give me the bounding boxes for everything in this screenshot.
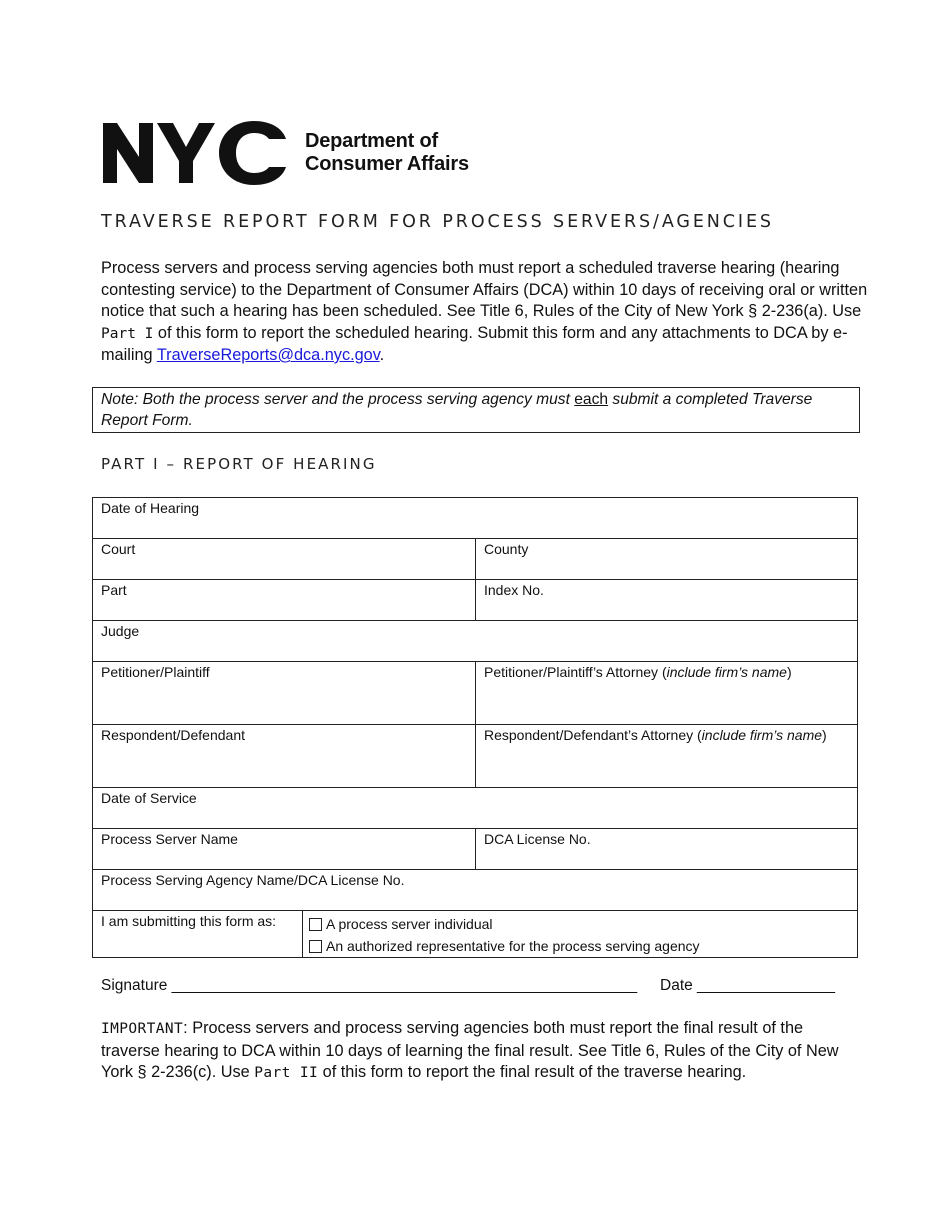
- option-agency-label: An authorized representative for the process serving agency: [326, 938, 700, 954]
- submitting-as-options: [303, 911, 857, 957]
- submitting-as-label: I am submitting this form as:: [101, 913, 277, 929]
- email-link[interactable]: TraverseReports@dca.nyc.gov: [156, 346, 380, 364]
- court-field[interactable]: [93, 539, 476, 579]
- date-of-hearing-field[interactable]: [93, 498, 857, 538]
- note-emphasis: each: [574, 391, 609, 408]
- petitioner-label: Petitioner/Plaintiff: [101, 664, 210, 680]
- intro-paragraph: [101, 258, 871, 367]
- important-label: IMPORTANT: [101, 1021, 184, 1037]
- process-server-name-label: Process Server Name: [101, 831, 238, 847]
- respondent-label: Respondent/Defendant: [101, 727, 245, 743]
- intro-text-c: .: [379, 346, 385, 364]
- part-label: Part: [101, 582, 127, 598]
- form-row-date-of-service: [92, 787, 858, 828]
- signature-line[interactable]: Signature ______________________________________________________: [101, 977, 638, 994]
- form-row-process-server: [92, 828, 858, 869]
- intro-part-ref: Part I: [101, 325, 154, 342]
- respondent-field[interactable]: [93, 725, 476, 787]
- petitioner-attorney-note: include firm’s name: [666, 664, 787, 680]
- form-row-respondent: [92, 724, 858, 787]
- county-field[interactable]: [476, 539, 857, 579]
- petitioner-attorney-field[interactable]: [476, 662, 857, 724]
- form-row-judge: [92, 620, 858, 661]
- hearing-report-form: [92, 497, 858, 958]
- petitioner-attorney-label: Petitioner/Plaintiff’s Attorney (: [484, 664, 667, 680]
- note-text-a: Note: Both the process server and the process serving agency must: [101, 391, 575, 408]
- nyc-dca-logo: [103, 119, 469, 187]
- date-of-hearing-label: Date of Hearing: [101, 500, 200, 516]
- intro-text-b: of this form to report the scheduled hearing. Submit this form and any attachments to DCA by e-mailing: [101, 323, 848, 364]
- important-text-a: : Process servers and process serving agencies both must report the final result of the traverse hearing to DCA within 10 days of learning the final result. See Title 6, Rules of the City of New York § 2-236(c). Use: [101, 1019, 839, 1081]
- court-label: Court: [101, 541, 136, 557]
- submitting-as-cell: [93, 911, 303, 957]
- judge-label: Judge: [101, 623, 140, 639]
- note-box: [92, 387, 860, 433]
- form-row-date-of-hearing: [92, 497, 858, 538]
- nyc-logo-icon: [103, 119, 291, 187]
- petitioner-field[interactable]: [93, 662, 476, 724]
- important-part-ref: Part II: [254, 1065, 319, 1081]
- respondent-attorney-label: Respondent/Defendant’s Attorney (: [484, 727, 702, 743]
- part-field[interactable]: [93, 580, 476, 620]
- petitioner-attorney-close: ): [786, 664, 792, 680]
- form-row-court: [92, 538, 858, 579]
- checkbox-individual[interactable]: [309, 918, 322, 931]
- date-line[interactable]: Date ________________: [660, 977, 835, 994]
- respondent-attorney-close: ): [822, 727, 827, 743]
- form-row-agency: [92, 869, 858, 910]
- dept-name-line2: Consumer Affairs: [305, 153, 469, 175]
- index-no-field[interactable]: [476, 580, 857, 620]
- important-paragraph: [101, 1018, 861, 1085]
- note-text-b: submit a completed Traverse Report Form.: [101, 391, 813, 429]
- agency-name-field[interactable]: [93, 870, 857, 910]
- judge-field[interactable]: [93, 621, 857, 661]
- option-agency[interactable]: [309, 938, 849, 955]
- process-server-name-field[interactable]: [93, 829, 476, 869]
- important-text-b: of this form to report the final result of the traverse hearing.: [318, 1063, 747, 1081]
- respondent-attorney-note: include firm’s name: [701, 727, 823, 743]
- form-row-part: [92, 579, 858, 620]
- county-label: County: [484, 541, 529, 557]
- dca-license-no-label: DCA License No.: [484, 831, 591, 847]
- dca-license-no-field[interactable]: [476, 829, 857, 869]
- date-of-service-label: Date of Service: [101, 790, 197, 806]
- form-row-petitioner: [92, 661, 858, 724]
- option-individual[interactable]: [309, 916, 849, 933]
- date-of-service-field[interactable]: [93, 788, 857, 828]
- checkbox-agency[interactable]: [309, 940, 322, 953]
- part-one-title: PART I – REPORT OF HEARING: [101, 455, 377, 473]
- form-title: TRAVERSE REPORT FORM FOR PROCESS SERVERS/AGENCIES: [101, 212, 774, 232]
- option-individual-label: A process server individual: [326, 916, 493, 932]
- intro-text-a: Process servers and process serving agencies both must report a scheduled traverse hearing (hearing contesting service) to the Department of Consumer Affairs (DCA) within 10 days of receiving oral or written notice that such a hearing has been scheduled. See Title 6, Rules of the City of New York § 2-236(a). Use: [101, 259, 868, 320]
- form-row-submitting-as: [92, 910, 858, 958]
- dept-name-line1: Department of: [305, 130, 438, 152]
- index-no-label: Index No.: [484, 582, 544, 598]
- agency-name-label: Process Serving Agency Name/DCA License No.: [101, 872, 405, 888]
- respondent-attorney-field[interactable]: [476, 725, 857, 787]
